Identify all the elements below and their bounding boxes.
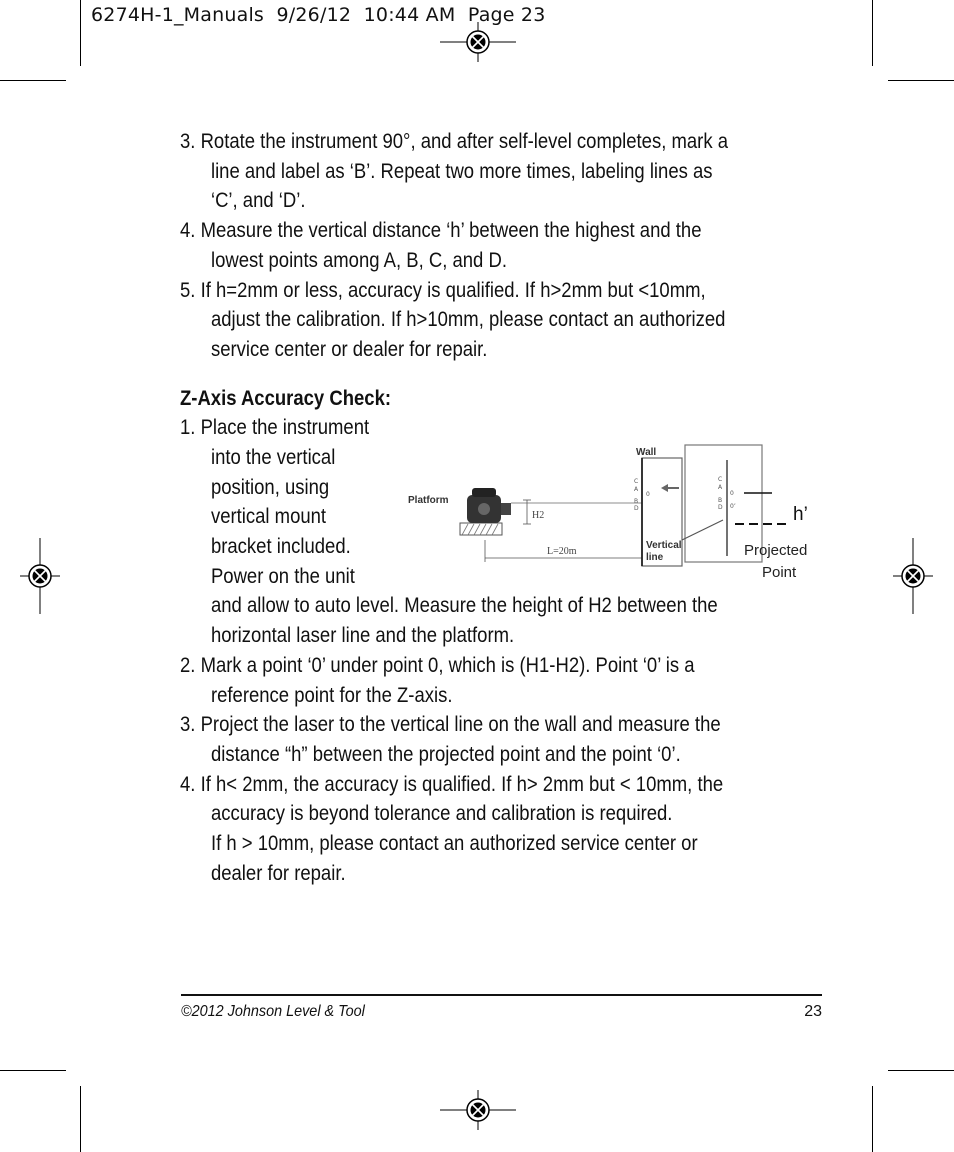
wall-label: Wall	[636, 447, 657, 458]
crop-mark-bottom-left-horizontal	[0, 1070, 66, 1071]
copyright-text: ©2012 Johnson Level & Tool	[181, 1003, 365, 1020]
point-label: C	[718, 476, 723, 483]
z-step-4-extra: If h > 10mm, please contact an authorized service center or dealer for repair.	[210, 831, 698, 885]
vertical-line-label-2: line	[646, 552, 664, 563]
step-number: 4.	[180, 218, 196, 243]
step-text: and allow to auto level. Measure the height of H2 between the horizontal laser line and the platform.	[210, 593, 718, 648]
step-number: 4.	[180, 771, 196, 796]
step-text-line: position, using	[210, 474, 330, 499]
z-axis-heading: Z-Axis Accuracy Check:	[180, 385, 392, 410]
registration-mark-right-icon	[893, 538, 933, 614]
step-text: Rotate the instrument 90°, and after self-level completes, mark a line and label as ‘B’. Repeat two more times, labeling lines as ‘C’, and ‘D’.	[200, 129, 728, 213]
point-label: D	[718, 504, 723, 511]
point-label: D	[634, 505, 639, 512]
step-number: 1.	[180, 415, 196, 440]
z-axis-check-diagram	[405, 440, 825, 585]
crop-mark-top-left-vertical	[80, 0, 81, 66]
projected-point-label-1: Projected	[744, 542, 808, 559]
point-label: 0’	[730, 503, 736, 510]
point-label: C	[634, 478, 639, 485]
step-text: If h< 2mm, the accuracy is qualified. If h> 2mm but < 10mm, the accuracy is beyond tolerance and calibration is required.	[200, 771, 724, 826]
crop-mark-top-right-vertical	[872, 0, 873, 66]
page-number: 23	[804, 1003, 822, 1020]
h2-label: H2	[532, 510, 545, 521]
h-prime-label: h’	[793, 504, 808, 525]
step-text-line: into the vertical	[210, 445, 336, 470]
crop-mark-bottom-left-vertical	[80, 1086, 81, 1152]
point-label: A	[718, 484, 723, 491]
point-label: B	[718, 497, 723, 504]
crop-mark-top-left-horizontal	[0, 80, 66, 81]
printer-slug: 6274H-1_Manuals 9/26/12 10:44 AM Page 23	[91, 4, 546, 26]
step-number: 5.	[180, 277, 196, 302]
registration-mark-bottom-icon	[440, 1090, 516, 1130]
z-step-2	[180, 651, 739, 710]
crop-mark-top-right-horizontal	[888, 80, 954, 81]
step-text: Measure the vertical distance ‘h’ between the highest and the lowest points among A, B, C, and D.	[200, 218, 702, 272]
footer-rule	[181, 994, 822, 996]
z-step-3	[180, 710, 739, 769]
step-5	[180, 276, 739, 365]
step-text: Project the laser to the vertical line on the wall and measure the distance “h” between the projected point and the point ‘0’.	[200, 712, 721, 766]
point-label: 0	[730, 490, 734, 497]
platform-label: Platform	[408, 495, 449, 506]
step-text-line: Power on the unit	[210, 563, 355, 588]
point-label: 0	[646, 491, 650, 498]
step-3	[180, 127, 739, 216]
step-text: Mark a point ‘0’ under point 0, which is (H1-H2). Point ‘0’ is a reference point for the Z-axis.	[200, 652, 695, 707]
step-4	[180, 216, 739, 275]
projected-point-label-2: Point	[762, 564, 797, 581]
point-label: B	[634, 498, 639, 505]
crop-mark-bottom-right-vertical	[872, 1086, 873, 1152]
crop-mark-bottom-right-horizontal	[888, 1070, 954, 1071]
z-step-4	[180, 770, 739, 829]
point-label: A	[634, 486, 639, 493]
step-number: 2.	[180, 652, 196, 677]
step-text: Place the instrument	[200, 415, 370, 440]
step-number: 3.	[180, 712, 196, 737]
distance-label: L=20m	[547, 546, 577, 557]
z-step-1-first-line	[180, 413, 739, 443]
registration-mark-left-icon	[20, 538, 60, 614]
step-text: If h=2mm or less, accuracy is qualified. If h>2mm but <10mm, adjust the calibration. If h>10mm, please contact an authorized service center or dealer for repair.	[200, 277, 726, 361]
laser-instrument-icon	[467, 488, 511, 523]
registration-mark-top-icon	[440, 22, 516, 62]
step-number: 3.	[180, 129, 196, 153]
step-text-line: bracket included.	[210, 534, 351, 559]
step-text-line: vertical mount	[210, 504, 327, 529]
vertical-line-label-1: Vertical	[646, 540, 682, 551]
